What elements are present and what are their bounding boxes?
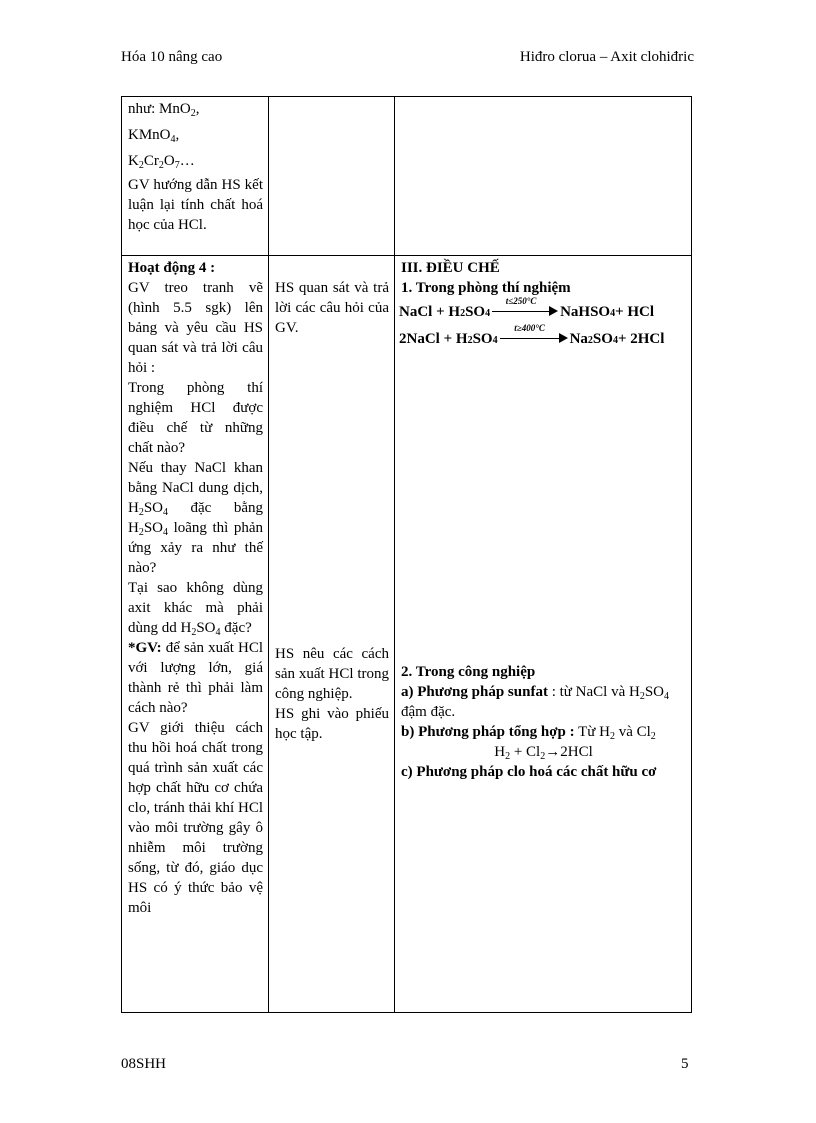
subscript: 2 [190, 108, 196, 119]
method-chlorination: c) Phương pháp clo hoá các chất hữu cơ [401, 764, 657, 780]
subscript: 4 [170, 134, 176, 145]
header-topic: Hiđro clorua – Axit clohiđric [519, 49, 694, 65]
text: + HCl [615, 304, 655, 320]
subscript: 2 [505, 751, 511, 762]
section-title: III. ĐIỀU CHẾ [401, 260, 500, 276]
student-response: HS quan sát và trả lời các câu hỏi của GV. [275, 280, 389, 336]
text: SO [472, 331, 493, 347]
text: SO [644, 684, 665, 700]
subscript: 2 [138, 507, 144, 518]
subscript: 2 [540, 751, 546, 762]
content-cell [395, 256, 692, 1013]
footer-code: 08SHH [121, 1056, 167, 1072]
text: SO [592, 331, 613, 347]
teacher-instruction: GV treo tranh vẽ (hình 5.5 sgk) lên bảng và yêu cầu HS quan sát và trả lời câu hỏi : [128, 280, 263, 376]
text: 2NaCl + H [399, 331, 468, 347]
text: b) Phương pháp tổng hợp : [401, 724, 575, 740]
text: đặc? [220, 620, 252, 636]
subscript: 7 [174, 160, 180, 171]
text: *GV: [128, 640, 162, 656]
student-response: HS ghi vào phiếu học tập. [275, 706, 389, 742]
text: NaHSO [560, 304, 611, 320]
oxidant-list-line [128, 125, 263, 145]
oxidant-list-line [128, 151, 263, 171]
teacher-activity-cell [122, 97, 269, 256]
text: và Cl [614, 724, 651, 740]
text: a) Phương pháp sunfat [401, 684, 548, 700]
text: + Cl [510, 744, 541, 760]
subsection-title: 2. Trong công nghiệp [401, 664, 536, 680]
arrow-line [500, 338, 560, 339]
teacher-question [128, 458, 263, 578]
text: để sản xuất HCl với lượng lớn, giá thành rẻ thì phải làm cách nào? [128, 640, 263, 716]
teacher-question [128, 638, 263, 718]
subscript: 4 [163, 507, 169, 518]
text: đậm đặc. [401, 704, 456, 720]
text: K [128, 153, 139, 169]
text: SO [465, 304, 486, 320]
subscript: 2 [650, 731, 656, 742]
arrow-head [549, 306, 558, 316]
text: như: MnO [128, 101, 191, 117]
subscript: 2 [639, 691, 645, 702]
page-number: 5 [681, 1056, 689, 1072]
teacher-activity-cell [122, 256, 269, 1013]
text: Nếu thay NaCl khan bằng NaCl dung dịch, H [128, 460, 263, 516]
reaction-arrow [492, 296, 558, 316]
activity-title: Hoạt động 4 : [128, 260, 216, 276]
text: KMnO [128, 127, 171, 143]
arrow-head [559, 333, 568, 343]
subsection-title: 1. Trong phòng thí nghiệm [401, 280, 571, 296]
method-sunfat [401, 682, 686, 722]
subscript: 4 [163, 527, 169, 538]
student-activity-cell [269, 256, 395, 1013]
arrow-line [492, 311, 550, 312]
text: H [494, 744, 506, 760]
text: SO [196, 620, 216, 636]
text: : từ NaCl và H [547, 684, 640, 700]
text: O [163, 153, 175, 169]
subscript: 2 [191, 627, 197, 638]
text: Từ H [574, 724, 610, 740]
teacher-question [128, 578, 263, 638]
text: + 2HCl [617, 331, 665, 347]
subscript: 4 [664, 691, 670, 702]
subscript: 2 [138, 527, 144, 538]
reaction-condition: t≤250°C [505, 296, 537, 306]
text: , [195, 101, 200, 117]
teacher-question: Trong phòng thí nghiệm HCl được điều chế từ những chất nào? [128, 380, 263, 456]
subscript: 4 [215, 627, 221, 638]
student-activity-cell [269, 97, 395, 256]
text: , [175, 127, 180, 143]
text: Na [569, 331, 588, 347]
lesson-table [121, 96, 692, 1013]
header-subject: Hóa 10 nâng cao [121, 49, 223, 65]
subscript: 2 [138, 160, 144, 171]
text: SO [143, 520, 164, 536]
student-response: HS nêu các cách sản xuất HCl trong công nghiệp. [275, 646, 389, 702]
text: NaCl + H [399, 304, 461, 320]
table-row [122, 256, 692, 1013]
teacher-explanation: GV giới thiệu cách thu hồi hoá chất trong quá trình sản xuất các hợp chất hữu cơ chứa clo, tránh thải khí HCl vào môi trường gây ô nhiễm môi trường sống, từ đó, giáo dục HS có ý thức bảo vệ môi [128, 720, 263, 916]
subscript: 2 [609, 731, 615, 742]
reaction-arrow [500, 323, 568, 343]
equation-lab-1: NaCl + H 2 SO 4 t≤250°C NaHSO 4 + HCl [399, 296, 655, 320]
text: Cr [143, 153, 159, 169]
text: →2HCl [545, 744, 593, 760]
text: đặc bằng H [128, 500, 263, 536]
teacher-conclusion: GV hướng dẫn HS kết luận lại tính chất hoá học của HCl. [128, 177, 263, 233]
oxidant-list-line [128, 99, 263, 119]
subscript: 2 [158, 160, 164, 171]
spacer [401, 356, 686, 662]
text: Tại sao không dùng axit khác mà phải dùng dd H [128, 580, 263, 636]
text: loãng thì phản ứng xảy ra như thế nào? [128, 520, 263, 576]
equation-lab-2: 2NaCl + H 2 SO 4 t≥400°C Na 2 SO 4 + 2HCl [399, 323, 665, 347]
text: SO [143, 500, 164, 516]
table-row [122, 97, 692, 256]
equation-synthesis [401, 742, 686, 762]
reaction-condition: t≥400°C [514, 323, 545, 333]
content-cell [395, 97, 692, 256]
text: … [179, 153, 195, 169]
method-synthesis [401, 722, 686, 742]
